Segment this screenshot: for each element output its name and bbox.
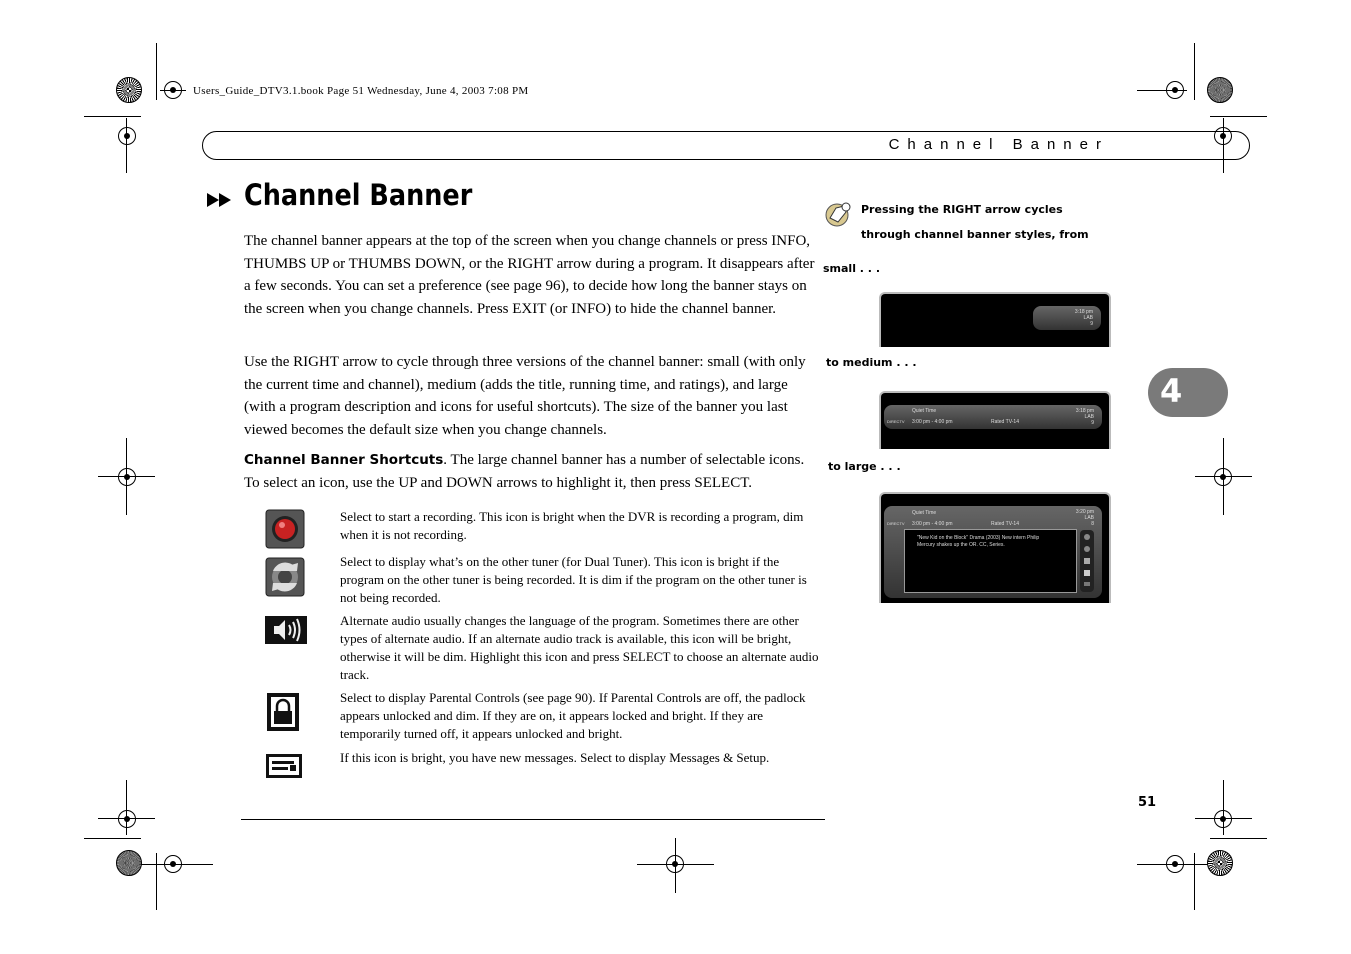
icon-description: Select to display Parental Controls (see page 90). If Parental Controls are off, the padlock appears unlocked and dim. If they are on, it appears locked and bright. If they are temporarily turned off, it appears unlocked and bright. xyxy=(340,690,806,741)
fast-forward-icon xyxy=(207,193,233,207)
crop-mark xyxy=(126,780,127,835)
banner-description: "New Kid on the Block" Drama (2003) New intern Philip Mercury shakes up the OR. CC, Series. xyxy=(917,535,1040,548)
color-target-mark xyxy=(116,77,142,103)
banner-network: LAB xyxy=(1084,515,1094,521)
label-medium: to medium . . . xyxy=(826,356,917,369)
banner-title: Quiet Time xyxy=(912,408,937,414)
banner-medium xyxy=(884,405,1102,429)
banner-channel: 8 xyxy=(1091,521,1094,527)
crop-mark xyxy=(84,838,141,839)
registration-mark xyxy=(118,127,136,145)
banner-network: LAB xyxy=(1084,414,1094,420)
icon-description: Select to display what’s on the other tuner (for Dual Tuner). This icon is bright if the program on the other tuner is being recorded. It is dim if the program on the other tuner is not being recorded. xyxy=(340,554,807,605)
crop-mark xyxy=(637,864,714,865)
icon-description: If this icon is bright, you have new messages. Select to display Messages & Setup. xyxy=(340,750,770,765)
crop-mark xyxy=(98,476,155,477)
color-target-mark xyxy=(1207,77,1233,103)
page-title: Channel Banner xyxy=(244,178,473,212)
banner-description-box xyxy=(904,529,1077,593)
crop-mark xyxy=(84,116,141,117)
crop-mark xyxy=(136,864,213,865)
banner-time: 3:18 pm xyxy=(1075,408,1094,414)
running-head-text: Channel Banner xyxy=(888,136,1109,153)
crop-mark xyxy=(1194,853,1195,910)
crop-mark xyxy=(675,838,676,893)
banner-rating: Rated TV-14 xyxy=(991,521,1019,527)
audio-icon xyxy=(265,616,307,644)
crop-mark xyxy=(1223,780,1224,835)
banner-logo: DIRECTV xyxy=(887,419,905,424)
banner-network: LAB xyxy=(1083,315,1093,321)
shortcuts-text: . The large channel banner has a number of selectable icons. To select an icon, use the UP and DOWN arrows to highlight it, then press SELECT. xyxy=(244,452,805,491)
paragraph: The channel banner appears at the top of the screen when you change channels or press INFO, THUMBS UP or THUMBS DOWN, or the RIGHT arrow during a program. It disappears after a few seconds. You can set a preference (see page 96), to decide how long the banner stays on the screen when you change channels. Press EXIT (or INFO) to hide the channel banner. xyxy=(244,233,815,317)
crop-mark xyxy=(1194,43,1195,100)
registration-mark xyxy=(118,468,136,486)
crop-mark xyxy=(1137,864,1214,865)
crop-mark xyxy=(1195,476,1252,477)
banner-channel: 9 xyxy=(1090,321,1093,327)
chapter-number: 4 xyxy=(1160,372,1183,410)
banner-logo: DIRECTV xyxy=(887,521,905,526)
banner-time-range: 3:00 pm - 4:00 pm xyxy=(912,521,953,527)
shortcuts-heading: Channel Banner Shortcuts xyxy=(244,452,444,468)
label-small: small . . . xyxy=(823,262,880,275)
screen-medium xyxy=(879,391,1111,449)
chapter-tab xyxy=(1148,368,1228,417)
registration-mark xyxy=(118,810,136,828)
crop-mark xyxy=(160,90,186,91)
paragraph: Use the RIGHT arrow to cycle through three versions of the channel banner: small (with only the current time and channel), medium (adds the title, running time, and ratings), and large (with a program description and icons for useful shortcuts). The size of the banner you last viewed becomes the default size when you change channels. xyxy=(244,354,806,438)
banner-time: 3:20 pm xyxy=(1075,509,1094,515)
crop-mark xyxy=(126,118,127,173)
icon-description: Alternate audio usually changes the language of the program. Sometimes there are other types of alternate audio. If an alternate audio track is available, this icon will be bright, otherwise it will be dim. Highlight this icon and press SELECT to choose an alternate audio track. xyxy=(340,613,819,682)
crop-mark xyxy=(98,818,155,819)
label-large: to large . . . xyxy=(828,460,901,473)
crop-mark xyxy=(1210,838,1267,839)
banner-title: Quiet Time xyxy=(912,510,937,516)
color-target-mark xyxy=(1207,850,1233,876)
banner-time-range: 3:00 pm - 4:00 pm xyxy=(912,419,953,425)
padlock-icon xyxy=(266,692,300,732)
banner-channel: 9 xyxy=(1091,420,1094,426)
banner-large xyxy=(884,506,1102,598)
running-head xyxy=(202,131,1250,160)
tuner-swap-icon xyxy=(265,557,305,597)
crop-mark xyxy=(156,43,157,100)
page-number: 51 xyxy=(1138,795,1157,810)
file-info: Users_Guide_DTV3.1.book Page 51 Wednesday, June 4, 2003 7:08 PM xyxy=(193,85,529,97)
crop-mark xyxy=(156,853,157,910)
icon-description: Select to start a recording. This icon is bright when the DVR is recording a program, dim when it is not recording. xyxy=(340,509,804,542)
banner-time: 3:18 pm xyxy=(1074,309,1093,315)
color-target-mark xyxy=(116,850,142,876)
banner-small xyxy=(1033,306,1101,330)
record-icon xyxy=(265,509,305,549)
banner-rating: Rated TV-14 xyxy=(991,419,1019,425)
messages-icon xyxy=(265,753,303,779)
screen-small xyxy=(879,292,1111,347)
tip-text: Pressing the RIGHT arrow cycles through channel banner styles, from xyxy=(861,203,1089,241)
crop-mark xyxy=(1137,90,1187,91)
footer-rule xyxy=(241,819,825,820)
screen-large xyxy=(879,492,1111,603)
shortcuts-paragraph xyxy=(244,449,819,494)
crop-mark xyxy=(1210,116,1267,117)
crop-mark xyxy=(1195,818,1252,819)
banner-icon-column xyxy=(1080,530,1094,592)
tip-icon xyxy=(824,200,854,228)
